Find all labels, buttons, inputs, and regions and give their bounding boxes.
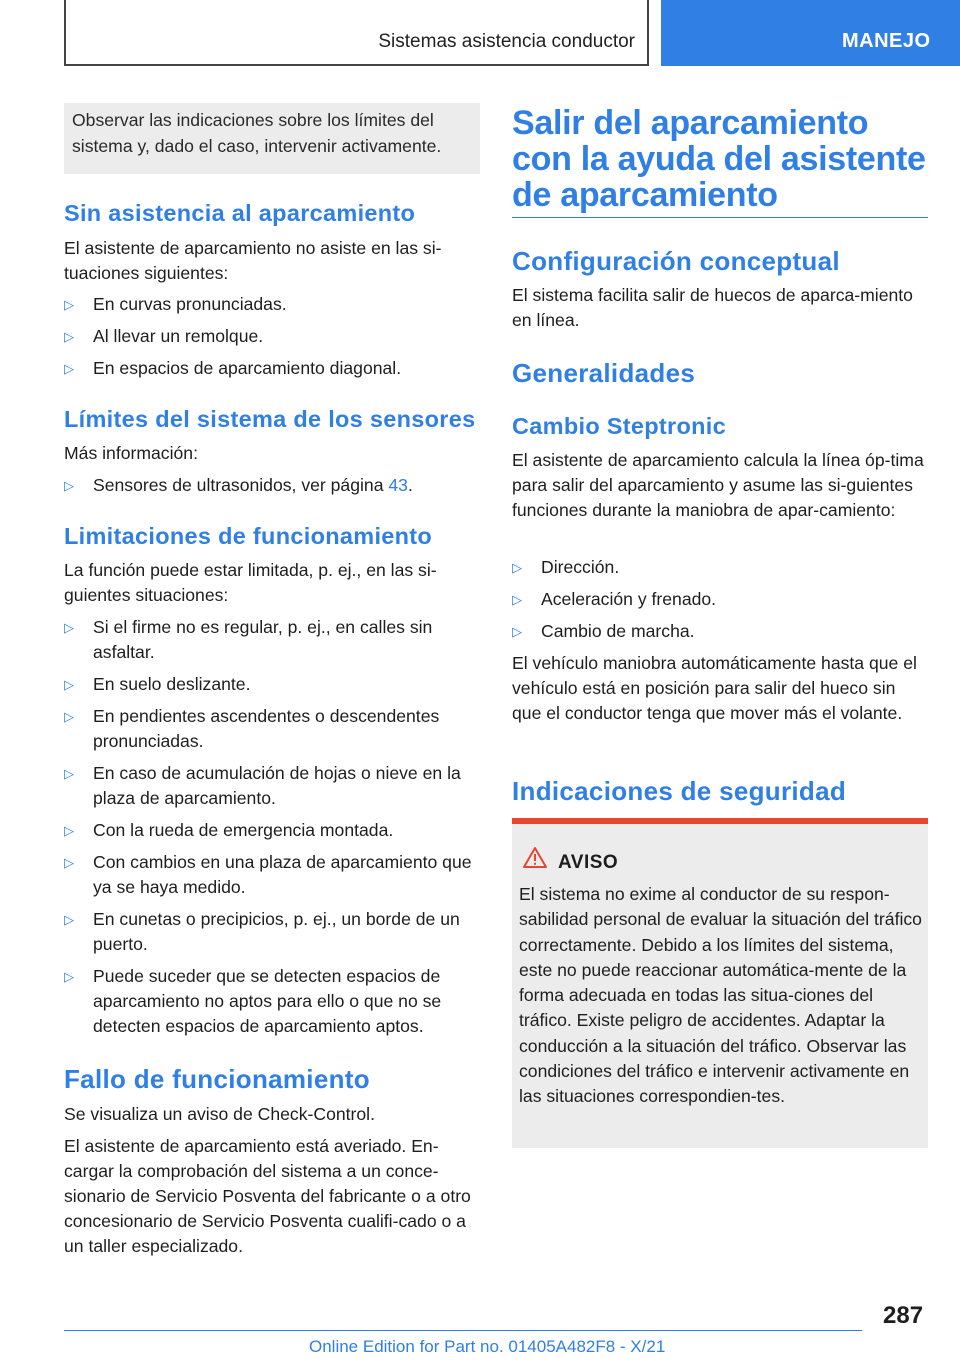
- bullet-triangle-icon: ▷: [64, 709, 74, 724]
- header-section-box: [64, 0, 649, 66]
- bullet-triangle-icon: ▷: [512, 624, 522, 639]
- steptronic-intro: El asistente de aparcamiento calcula la línea óp-tima para salir del aparcamiento y asume las si-guientes funciones durante la maniobra de apar-camiento:: [512, 450, 924, 520]
- list-item: ▷ Con cambios en una plaza de aparcamiento que ya se haya medido.: [64, 852, 472, 897]
- list-item: ▷ En curvas pronunciadas.: [64, 292, 480, 317]
- heading-generalidades: Generalidades: [512, 358, 696, 388]
- bullet-triangle-icon: ▷: [64, 297, 74, 312]
- list-item: ▷ Si el firme no es regular, p. ej., en calles sin asfaltar.: [64, 617, 433, 662]
- list-item: ▷ Con la rueda de emergencia montada.: [64, 818, 480, 843]
- warning-text: El sistema no exime al conductor de su respon-sabilidad personal de evaluar la situación del tráfico correctamente. Debido a los límites del sistema, este no puede reaccionar automática-mente de la forma adecuada en todas las situa-ciones del tráfico. Existe peligro de accidentes. Adaptar la conducción a la situación del tráfico. Observar las condiciones del tráfico e intervenir activamente en las situaciones correspondien-tes.: [519, 884, 922, 1107]
- footer-rule: [64, 1330, 862, 1331]
- bullet-triangle-icon: ▷: [512, 560, 522, 575]
- header-chapter-tab[interactable]: [661, 0, 960, 66]
- sin-asistencia-intro: El asistente de aparcamiento no asiste en las si-tuaciones siguientes:: [64, 238, 442, 283]
- bullet-triangle-icon: ▷: [64, 361, 74, 376]
- warning-triangle-icon: [523, 846, 547, 870]
- heading-limitaciones: Limitaciones de funcionamiento: [64, 523, 433, 549]
- list-item: ▷ En espacios de aparcamiento diagonal.: [64, 356, 480, 381]
- list-item: ▷ Dirección.: [512, 555, 928, 580]
- warning-title: AVISO: [558, 852, 619, 873]
- bullet-triangle-icon: ▷: [64, 823, 74, 838]
- list-item: ▷ Al llevar un remolque.: [64, 324, 480, 349]
- config-text: El sistema facilita salir de huecos de aparca-miento en línea.: [512, 285, 913, 330]
- note-text: Observar las indicaciones sobre los límites del sistema y, dado el caso, intervenir activamente.: [72, 110, 442, 156]
- bullet-triangle-icon: ▷: [64, 855, 74, 870]
- heading-steptronic: Cambio Steptronic: [512, 413, 727, 439]
- bullet-triangle-icon: ▷: [64, 969, 74, 984]
- steptronic-after: El vehículo maniobra automáticamente hasta que el vehículo está en posición para salir del hueco sin que el conductor tenga que mover más el volante.: [512, 653, 917, 723]
- list-item: ▷ Cambio de marcha.: [512, 619, 928, 644]
- heading-limites-sensores: Límites del sistema de los sensores: [64, 406, 476, 432]
- list-item: ▷ Puede suceder que se detecten espacios de aparcamiento no aptos para ello o que no se detecten espacios de aparcamiento aptos.: [64, 966, 442, 1036]
- bullet-triangle-icon: ▷: [64, 478, 74, 493]
- bullet-triangle-icon: ▷: [64, 620, 74, 635]
- limitaciones-intro: La función puede estar limitada, p. ej., en las si-guientes situaciones:: [64, 560, 437, 605]
- header-chapter-label: MANEJO: [842, 30, 931, 52]
- page-link-43[interactable]: 43: [388, 475, 408, 495]
- system-limits-note: [64, 103, 480, 174]
- title-rule: [512, 217, 928, 218]
- heading-seguridad: Indicaciones de seguridad: [512, 776, 847, 806]
- bullet-triangle-icon: ▷: [64, 677, 74, 692]
- list-item: ▷ En pendientes ascendentes o descendentes pronunciadas.: [64, 706, 440, 751]
- fallo-p1: Se visualiza un aviso de Check-Control.: [64, 1104, 375, 1124]
- fallo-p2: El asistente de aparcamiento está averiado. En-cargar la comprobación del sistema a un conce-sionario de Servicio Posventa del fabricante o a otro concesionario de Servicio Posventa cualifi-cado o a un taller especializado.: [64, 1136, 471, 1256]
- limites-intro: Más información:: [64, 443, 198, 463]
- heading-configuracion: Configuración conceptual: [512, 246, 840, 276]
- bullet-triangle-icon: ▷: [64, 912, 74, 927]
- list-item: ▷ En cunetas o precipicios, p. ej., un borde de un puerto.: [64, 909, 460, 954]
- list-item: ▷ Aceleración y frenado.: [512, 587, 928, 612]
- warning-box: [512, 818, 928, 1148]
- list-item: ▷ Sensores de ultrasonidos, ver página 43.: [64, 473, 480, 498]
- list-item: ▷ En suelo deslizante.: [64, 672, 480, 697]
- bullet-triangle-icon: ▷: [64, 329, 74, 344]
- list-item: ▷ En caso de acumulación de hojas o nieve en la plaza de aparcamiento.: [64, 763, 461, 808]
- header-section-title: Sistemas asistencia conductor: [378, 31, 635, 52]
- bullet-triangle-icon: ▷: [64, 766, 74, 781]
- heading-sin-asistencia: Sin asistencia al aparcamiento: [64, 200, 416, 226]
- heading-fallo: Fallo de funcionamiento: [64, 1064, 370, 1094]
- page-number: 287: [883, 1302, 924, 1329]
- bullet-triangle-icon: ▷: [512, 592, 522, 607]
- main-title: Salir del aparcamiento con la ayuda del asistente de aparcamiento: [512, 104, 926, 214]
- footer-edition: Online Edition for Part no. 01405A482F8 - X/21: [309, 1337, 666, 1356]
